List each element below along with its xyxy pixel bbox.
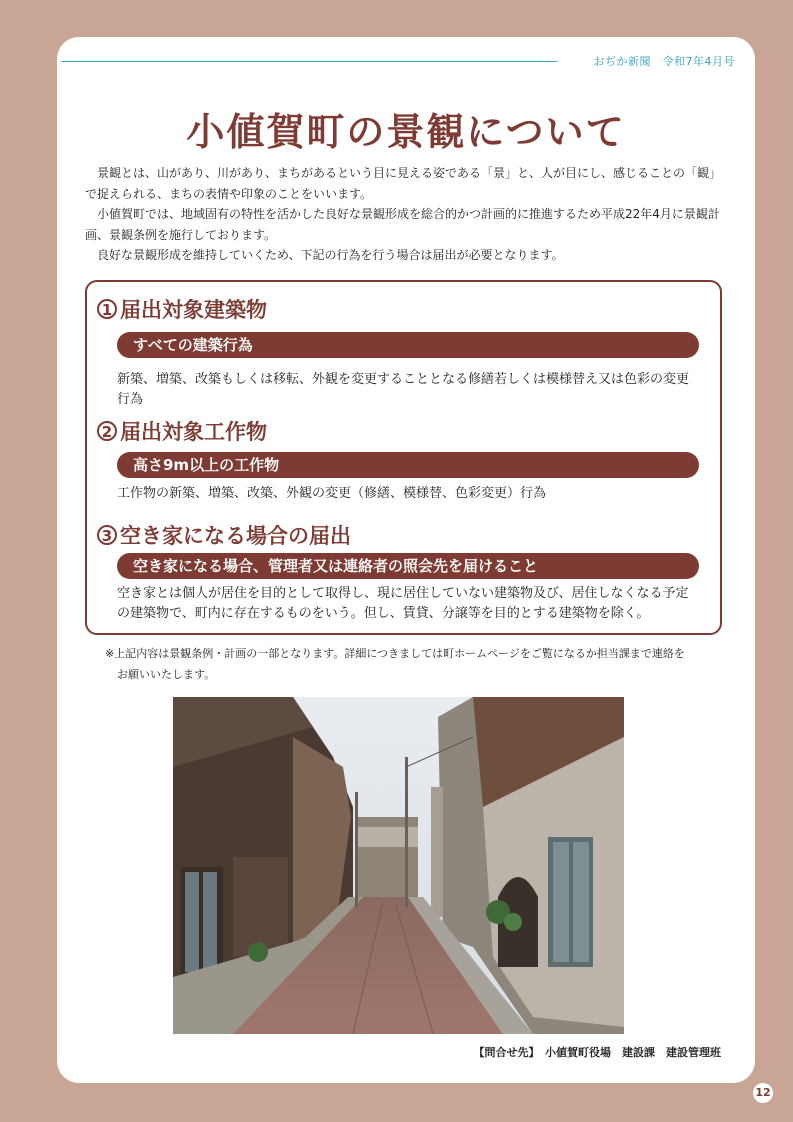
section-1-subtitle: すべての建築行為 <box>117 332 699 358</box>
section-1-title <box>97 294 267 324</box>
header-rule <box>61 61 557 62</box>
intro-text <box>85 163 730 266</box>
intro-paragraph: 良好な景観形成を維持していくため、下記の行為を行う場合は届出が必要となります。 <box>97 248 564 262</box>
number-circle: 1 <box>97 299 117 319</box>
section-1-body: 新築、増築、改築もしくは移転、外観を変更することとなる修繕若しくは模様替え又は色彩の変更行為 <box>117 372 690 407</box>
footnote-line: お願いいたします。 <box>117 668 216 681</box>
page-title: 小値賀町の景観について <box>186 110 626 154</box>
notification-box <box>85 280 722 635</box>
section-title-text: 空き家になる場合の届出 <box>120 524 351 548</box>
section-3-title <box>97 520 351 550</box>
page <box>57 37 755 1083</box>
intro-paragraph: 小値賀町では、地域固有の特性を活かした良好な景観形成を総合的かつ計画的に推進するため平成22年4月に景観計画、景観条例を施行しております。 <box>85 207 720 242</box>
newsletter-header: おぢか新聞 令和7年4月号 <box>593 55 735 68</box>
intro-paragraph: 景観とは、山があり、川があり、まちがあるという目に見える姿である「景」と、人が目にし、感じることの「観」で捉えられる、まちの表情や印象のことをいいます。 <box>85 166 722 201</box>
section-2-title <box>97 416 267 446</box>
section-2-body: 工作物の新築、増築、改築、外観の変更（修繕、模様替、色彩変更）行為 <box>117 486 547 501</box>
section-3-subtitle: 空き家になる場合、管理者又は連絡者の照会先を届けること <box>117 553 699 579</box>
street-photo <box>173 697 624 1034</box>
page-number: 12 <box>753 1083 773 1103</box>
number-circle: 3 <box>97 525 117 545</box>
footnote <box>105 643 725 685</box>
section-2-subtitle: 高さ9m以上の工作物 <box>117 452 699 478</box>
number-circle: 2 <box>97 421 117 441</box>
section-title-text: 届出対象建築物 <box>120 298 267 322</box>
footnote-line: ※上記内容は景観条例・計画の一部となります。詳細につきましては町ホームページをご覧になるか担当課まで連絡を <box>105 647 685 660</box>
section-3-body: 空き家とは個人が居住を目的として取得し、現に居住していない建築物及び、居住しなくなる予定の建築物で、町内に存在するものをいう。但し、賃貸、分譲等を目的とする建築物を除く。 <box>117 586 689 621</box>
contact-info: 【問合せ先】 小値賀町役場 建設課 建設管理班 <box>473 1046 721 1059</box>
section-title-text: 届出対象工作物 <box>120 420 267 444</box>
